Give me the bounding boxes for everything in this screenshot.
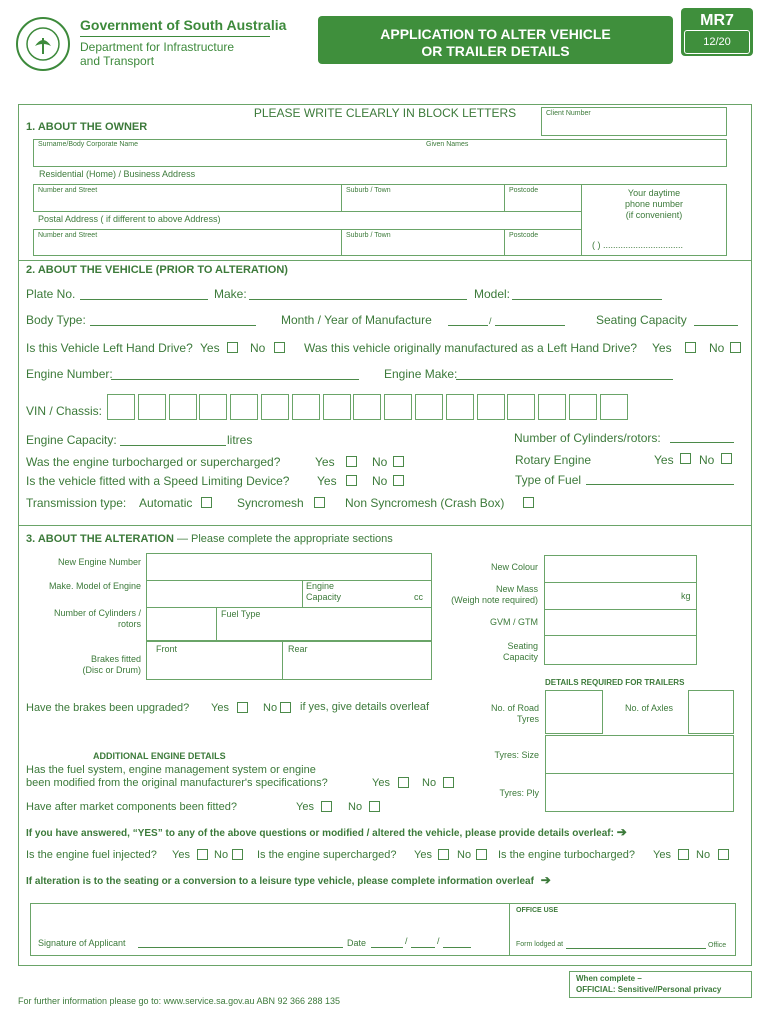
if-answered-yes-note (26, 825, 627, 839)
body-type-label: Body Type: (26, 313, 86, 327)
road-tyres-label-2: Tyres (516, 714, 539, 724)
vin-char-box[interactable] (507, 394, 535, 420)
phone-label-1: Your daytime (627, 188, 681, 198)
manufacture-date-label: Month / Year of Manufacture (281, 313, 432, 327)
yes-label: Yes (315, 455, 335, 469)
turbo-question: Was the engine turbocharged or supercharged? (26, 455, 281, 469)
speed-limit-question: Is the vehicle fitted with a Speed Limiting Device? (26, 474, 290, 488)
manufacture-year-input[interactable] (495, 325, 565, 326)
turbo-yes-checkbox[interactable] (346, 456, 357, 467)
trailers-heading: DETAILS REQUIRED FOR TRAILERS (545, 678, 685, 687)
make-model-field[interactable] (146, 580, 432, 608)
front-label: Front (156, 644, 178, 654)
brakes-upgraded-question: Have the brakes been upgraded? (26, 702, 190, 714)
road-tyres-label-1: No. of Road (490, 703, 539, 713)
brakes-label-2: (Disc or Drum) (82, 665, 141, 675)
yes-label: Yes (172, 849, 190, 861)
divider (216, 607, 217, 641)
vin-char-box[interactable] (569, 394, 597, 420)
government-seal-icon (15, 16, 71, 72)
vin-char-box[interactable] (538, 394, 566, 420)
client-number-label: Client Number (546, 110, 591, 117)
no-label: No (348, 801, 363, 813)
make-label: Make: (214, 287, 247, 301)
vin-label: VIN / Chassis: (26, 404, 103, 418)
section-3-title: 3. ABOUT THE ALTERATION (26, 533, 174, 545)
transmission-label: Transmission type: (26, 496, 127, 510)
tyres-ply-field[interactable] (545, 773, 734, 812)
fuel-type-label: Type of Fuel (515, 473, 582, 487)
gvm-field[interactable] (544, 609, 697, 636)
yes-label: Yes (652, 341, 672, 355)
engine-make-label: Engine Make: (384, 367, 458, 381)
fuel-system-question-1: Has the fuel system, engine management system or engine (26, 764, 316, 776)
divider (504, 184, 505, 212)
gvm-label: GVM / GTM (490, 617, 538, 627)
aftermarket-yes-checkbox[interactable] (321, 801, 332, 812)
form-lodged-input (566, 948, 706, 949)
yes-label: Yes (654, 453, 674, 467)
vin-char-box[interactable] (353, 394, 381, 420)
engine-capacity-input[interactable] (120, 445, 226, 446)
make-input[interactable] (249, 299, 467, 300)
vin-char-box[interactable] (477, 394, 505, 420)
yes-label: Yes (211, 702, 229, 714)
department-line-2: and Transport (80, 54, 155, 68)
no-label: No (372, 455, 388, 469)
no-label: No (214, 849, 229, 861)
engine-make-input[interactable] (456, 379, 673, 380)
manufacture-month-input[interactable] (448, 325, 488, 326)
seating-conversion-text: If alteration is to the seating or a conversion to a leisure type vehicle, please complete information overleaf (26, 876, 534, 887)
new-engine-number-label: New Engine Number (57, 557, 141, 567)
engine-number-input[interactable] (111, 379, 359, 380)
injected-yes-checkbox[interactable] (197, 849, 208, 860)
lhd-no-checkbox[interactable] (274, 342, 285, 353)
aftermarket-no-checkbox[interactable] (369, 801, 380, 812)
supercharged-question: Is the engine supercharged? (257, 849, 397, 861)
postcode-label: Postcode (509, 187, 539, 194)
vin-char-box[interactable] (261, 394, 289, 420)
model-input[interactable] (512, 299, 662, 300)
rotary-no-checkbox[interactable] (721, 453, 732, 464)
supercharged-no-checkbox[interactable] (476, 849, 487, 860)
non-syncromesh-checkbox[interactable] (523, 497, 534, 508)
no-label: No (696, 849, 711, 861)
new-mass-field[interactable] (544, 582, 697, 610)
postal-address-label: Postal Address ( if different to above Address) (38, 214, 221, 224)
lhd-yes-checkbox[interactable] (227, 342, 238, 353)
fuel-type-sub-label: Fuel Type (221, 609, 261, 619)
cylinders-rotors-label-1: Number of Cylinders / (53, 608, 141, 618)
rear-label: Rear (288, 644, 308, 654)
syncromesh-label: Syncromesh (237, 496, 304, 510)
kg-unit: kg (681, 591, 691, 601)
additional-engine-heading: ADDITIONAL ENGINE DETAILS (93, 751, 226, 761)
vin-char-box[interactable] (230, 394, 258, 420)
vin-char-box[interactable] (138, 394, 166, 420)
further-info: For further information please go to: www.service.sa.gov.au ABN 92 366 288 135 (18, 996, 341, 1006)
cylinders-rotors-label-2: rotors (117, 619, 141, 629)
vin-char-box[interactable] (107, 394, 135, 420)
number-street-label: Number and Street (38, 232, 98, 239)
automatic-checkbox[interactable] (201, 497, 212, 508)
cylinders-input[interactable] (670, 442, 734, 443)
speed-limit-yes-checkbox[interactable] (346, 475, 357, 486)
vin-char-box[interactable] (292, 394, 320, 420)
office-label: Office (708, 942, 727, 949)
lhd-orig-yes-checkbox[interactable] (685, 342, 696, 353)
phone-line: ( ) ................................ (592, 240, 684, 250)
seating-label-2: Capacity (502, 652, 538, 662)
body-type-input[interactable] (90, 325, 256, 326)
privacy-label: OFFICIAL: Sensitive//Personal privacy (576, 985, 722, 994)
section-1-heading: 1. ABOUT THE OWNER (26, 121, 148, 133)
seating-capacity-input[interactable] (694, 325, 738, 326)
divider (509, 903, 510, 956)
divider (504, 229, 505, 256)
yes-label: Yes (653, 849, 671, 861)
new-colour-label: New Colour (490, 562, 538, 572)
date-slash: / (437, 936, 440, 946)
phone-label-2: phone number (624, 199, 684, 209)
date-label: Date (347, 938, 367, 948)
date-month-input[interactable] (411, 947, 435, 948)
form-title-line-1: APPLICATION TO ALTER VEHICLE (380, 26, 611, 42)
residential-address-field[interactable] (33, 184, 582, 212)
signature-label: Signature of Applicant (38, 938, 126, 948)
speed-limit-no-checkbox[interactable] (393, 475, 404, 486)
cylinders-label: Number of Cylinders/rotors: (514, 431, 661, 445)
residential-address-label: Residential (Home) / Business Address (39, 169, 196, 179)
vin-char-box[interactable] (446, 394, 474, 420)
yes-label: Yes (317, 474, 337, 488)
tyres-ply-label: Tyres: Ply (499, 788, 539, 798)
engine-capacity-label-1: Engine (306, 581, 335, 591)
plate-label: Plate No. (26, 287, 76, 301)
postal-address-field[interactable] (33, 229, 582, 256)
new-colour-field[interactable] (544, 555, 697, 583)
fuel-type-input[interactable] (586, 484, 734, 485)
seating-label-1: Seating (507, 641, 538, 651)
engine-number-label: Engine Number: (26, 367, 113, 381)
when-complete-label: When complete – (576, 974, 642, 983)
section-2-heading: 2. ABOUT THE VEHICLE (PRIOR TO ALTERATION) (26, 264, 288, 276)
date-day-input[interactable] (371, 947, 403, 948)
new-engine-number-field[interactable] (146, 553, 432, 581)
yes-label: Yes (414, 849, 432, 861)
tyres-size-field[interactable] (545, 735, 734, 774)
no-label: No (457, 849, 472, 861)
new-mass-label-2: (Weigh note required) (451, 595, 538, 605)
suburb-label: Suburb / Town (346, 187, 391, 194)
date-slash: / (405, 936, 408, 946)
no-label: No (250, 341, 266, 355)
no-label: No (422, 777, 437, 789)
phone-label-3: (if convenient) (625, 210, 683, 220)
rotary-yes-checkbox[interactable] (680, 453, 691, 464)
cylinders-fuel-field[interactable] (146, 607, 432, 641)
header-divider (80, 36, 270, 37)
form-title-banner (318, 16, 673, 64)
arrow-right-icon: ➔ (616, 825, 627, 839)
model-label: Model: (474, 287, 511, 301)
section-3-heading (26, 533, 393, 545)
divider (341, 184, 342, 212)
yes-label: Yes (296, 801, 314, 813)
lhd-question: Is this Vehicle Left Hand Drive? (26, 341, 193, 355)
seating-field[interactable] (544, 635, 697, 665)
signature-input[interactable] (138, 947, 343, 948)
syncromesh-checkbox[interactable] (314, 497, 325, 508)
yes-label: Yes (372, 777, 390, 789)
suburb-label: Suburb / Town (346, 232, 391, 239)
turbo-no-checkbox[interactable] (393, 456, 404, 467)
rotary-engine-label: Rotary Engine (515, 453, 592, 467)
postcode-label: Postcode (509, 232, 539, 239)
supercharged-yes-checkbox[interactable] (438, 849, 449, 860)
section-3-subtitle: — Please complete the appropriate sections (176, 533, 393, 545)
turbocharged-yes-checkbox[interactable] (678, 849, 689, 860)
road-tyres-field[interactable] (545, 690, 603, 734)
section-divider (18, 260, 752, 261)
automatic-label: Automatic (139, 496, 193, 510)
axles-label: No. of Axles (625, 703, 674, 713)
date-slash: / (489, 316, 492, 326)
non-syncromesh-label: Non Syncromesh (Crash Box) (345, 496, 505, 510)
vin-char-box[interactable] (384, 394, 412, 420)
axles-field[interactable] (688, 690, 734, 734)
form-code-badge (681, 8, 753, 56)
form-code: MR7 (700, 12, 734, 29)
brakes-no-checkbox[interactable] (280, 702, 291, 713)
no-label: No (263, 702, 278, 714)
if-yes-details: if yes, give details overleaf (300, 701, 430, 713)
engine-capacity-label-2: Capacity (306, 592, 342, 602)
given-names-label: Given Names (426, 141, 469, 148)
surname-label: Surname/Body Corporate Name (38, 141, 138, 148)
make-model-label: Make. Model of Engine (48, 581, 141, 591)
seating-conversion-note (26, 873, 551, 887)
aftermarket-question: Have after market components been fitted? (26, 801, 237, 813)
number-street-label: Number and Street (38, 187, 98, 194)
lhd-original-question: Was this vehicle originally manufactured as a Left Hand Drive? (304, 341, 638, 355)
divider (341, 229, 342, 256)
turbocharged-no-checkbox[interactable] (718, 849, 729, 860)
government-name: Government of South Australia (80, 17, 287, 33)
divider (302, 580, 303, 608)
arrow-right-icon: ➔ (540, 873, 551, 887)
brakes-yes-checkbox[interactable] (237, 702, 248, 713)
turbocharged-question: Is the engine turbocharged? (498, 849, 635, 861)
litres-label: litres (227, 433, 253, 447)
engine-capacity-label: Engine Capacity: (26, 433, 117, 447)
lhd-orig-no-checkbox[interactable] (730, 342, 741, 353)
section-divider (18, 525, 752, 526)
cc-unit: cc (414, 592, 423, 602)
form-title-line-2: OR TRAILER DETAILS (421, 43, 570, 59)
department-line-1: Department for Infrastructure (80, 40, 235, 54)
tyres-size-label: Tyres: Size (494, 750, 539, 760)
brakes-label-1: Brakes fitted (90, 654, 141, 664)
block-letters-instruction: PLEASE WRITE CLEARLY IN BLOCK LETTERS (253, 106, 517, 120)
seating-capacity-label: Seating Capacity (596, 313, 687, 327)
vin-char-box[interactable] (415, 394, 443, 420)
fuel-injected-question: Is the engine fuel injected? (26, 849, 157, 861)
vin-char-box[interactable] (600, 394, 628, 420)
no-label: No (372, 474, 388, 488)
if-answered-text: If you have answered, “YES” to any of the above questions or modified / altered the vehicle, please provide details overleaf: (26, 828, 614, 839)
divider (282, 641, 283, 680)
date-year-input[interactable] (443, 947, 471, 948)
injected-no-checkbox[interactable] (232, 849, 243, 860)
new-mass-label-1: New Mass (495, 584, 538, 594)
no-label: No (699, 453, 715, 467)
fuel-system-yes-checkbox[interactable] (398, 777, 409, 788)
plate-input[interactable] (80, 299, 208, 300)
form-date: 12/20 (703, 36, 731, 48)
fuel-system-no-checkbox[interactable] (443, 777, 454, 788)
vin-char-box[interactable] (199, 394, 227, 420)
vin-char-box[interactable] (323, 394, 351, 420)
yes-label: Yes (200, 341, 220, 355)
form-lodged-label: Form lodged at (516, 941, 564, 948)
fuel-system-question-2: been modified from the original manufacturer's specifications? (26, 777, 328, 789)
vin-char-box[interactable] (169, 394, 197, 420)
office-use-label: OFFICE USE (516, 907, 559, 914)
no-label: No (709, 341, 725, 355)
